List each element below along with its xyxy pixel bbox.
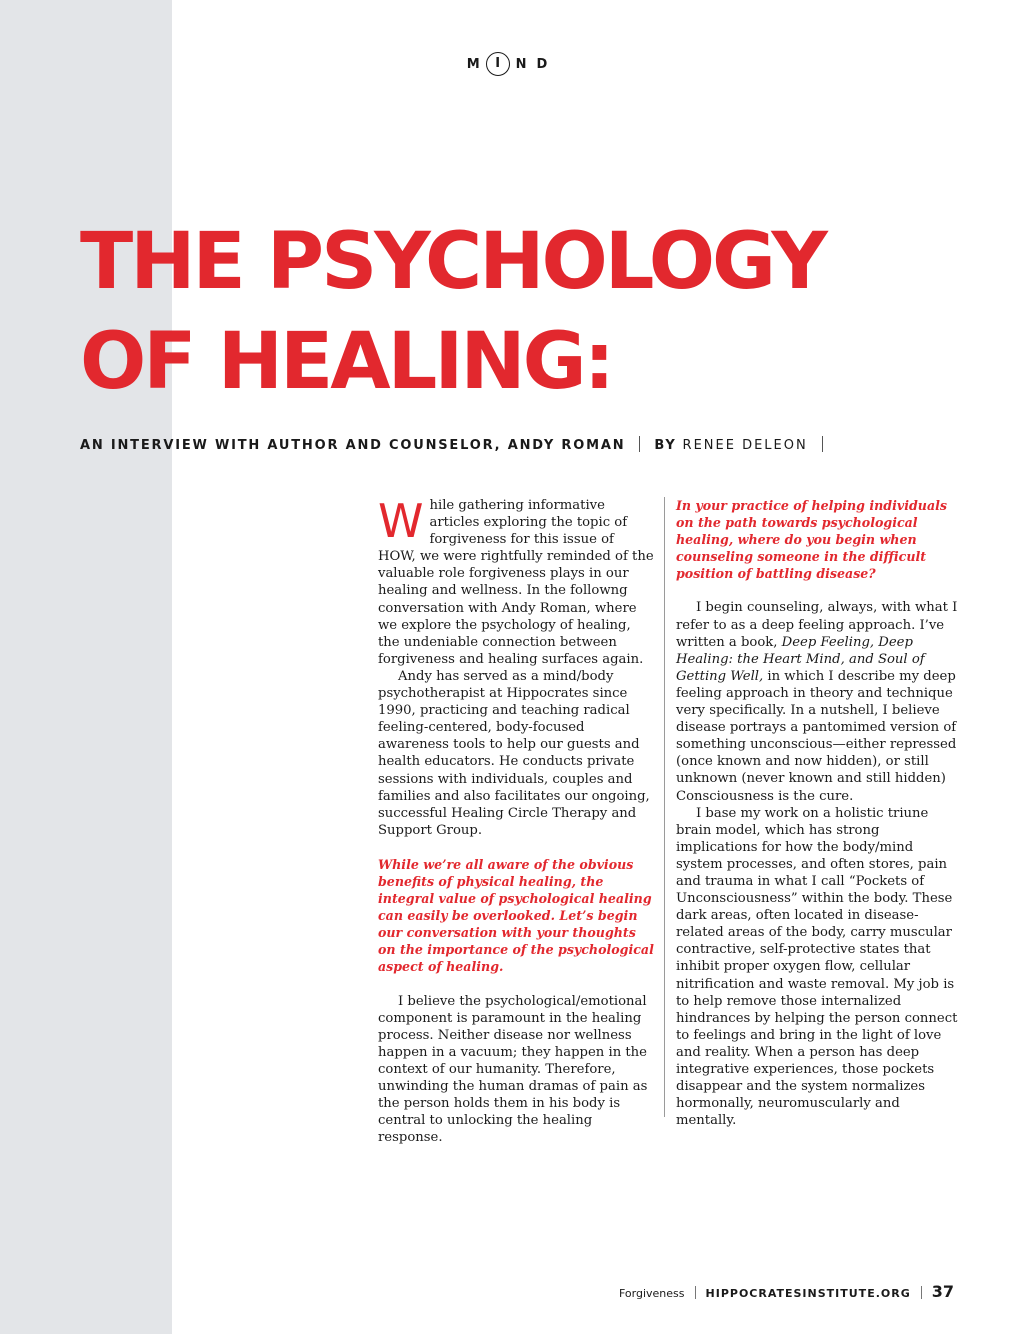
book-title: Deep Feeling, Deep Healing: the Heart Mind, and Soul of Getting Well, [676,634,925,684]
paragraph-text: hile gathering informative articles exploring the topic of forgiveness for this issue of HOW, we were rightfully reminded of the valuable role forgiveness plays in our healing and wellness. In the followng conversation with Andy Roman, where we explore the psychology of healing, the undeniable connection between forgiveness and healing surfaces again. [378,498,654,667]
paragraph-text: in which I describe my deep feeling approach in theory and technique very specifically. In a nutshell, I believe disease portrays a pantomimed version of something unconscious—either repressed (once known and now hidden), or still unknown (never known and still hidden) Consciousness is the cure. [676,668,957,804]
section-tag [0,52,1024,76]
divider [695,1286,696,1299]
paragraph [676,599,958,804]
subheadline-text: AN INTERVIEW WITH AUTHOR AND COUNSELOR, ANDY ROMAN [80,438,626,453]
drop-cap: W [378,494,424,548]
column-rule [664,497,665,1117]
paragraph: I base my work on a holistic triune brain model, which has strong implications for how the body/mind system processes, and often stores, pain and trauma in what I call “Pockets of Unconsciousness” within the body. These dark areas, often located in disease-related areas of the body, carry muscular contractive, self-protective states that inhibit proper oxygen flow, cellular nitrification and waste removal. My job is to help remove those internalized hindrances by helping the person connect to feelings and bring in the light of love and reality. When a person has deep integrative experiences, those pockets disappear and the system normalizes hormonally, neuromuscularly and mentally. [676,805,958,1129]
divider [822,436,823,452]
byline-author: RENEE DELEON [682,438,808,453]
article-column-1 [378,494,654,1146]
paragraph: Andy has served as a mind/body psychotherapist at Hippocrates since 1990, practicing and teaching radical feeling-centered, body-focused awareness tools to help our guests and health educators. He conducts private sessions with individuals, couples and families and also facilitates our ongoing, successful Healing Circle Therapy and Support Group. [378,668,650,838]
page-number: 37 [931,1282,954,1301]
interview-question: While we’re all aware of the obvious benefits of physical healing, the integral value of psychological healing can easily be overlooked. Let’s begin our conversation with your thoughts on the importance of the psychological aspect of healing. [378,856,654,975]
paragraph [378,494,654,668]
paragraph-text: I begin counseling, always, with what I refer to as a deep feeling approach. I’ve written a book, [676,600,958,650]
section-circle-letter: I [486,52,510,76]
divider [921,1286,922,1299]
footer-topic: Forgiveness [619,1287,685,1300]
paragraph: I believe the psychological/emotional component is paramount in the healing process. Neither disease nor wellness happen in a vacuum; they happen in the context of our humanity. Therefore, unwinding the human dramas of pain as the person holds them in his body is central to unlocking the healing response. [378,993,648,1146]
section-letter: M [466,56,490,72]
article-column-2 [676,497,958,1129]
headline-line: THE PSYCHOLOGY [80,217,825,307]
page-footer [619,1282,954,1301]
section-letter: N [515,56,537,72]
headline [80,212,825,412]
footer-site: HIPPOCRATESINSTITUTE.ORG [705,1287,911,1300]
side-band [0,0,172,1334]
divider [639,436,640,452]
section-letter: D [536,56,558,72]
headline-line: OF HEALING: [80,317,612,407]
byline-label: BY [654,438,677,453]
interview-question: In your practice of helping individuals on the path towards psychological healing, where do you begin when counseling someone in the difficult position of battling disease? [676,498,947,582]
subheadline [80,436,960,453]
